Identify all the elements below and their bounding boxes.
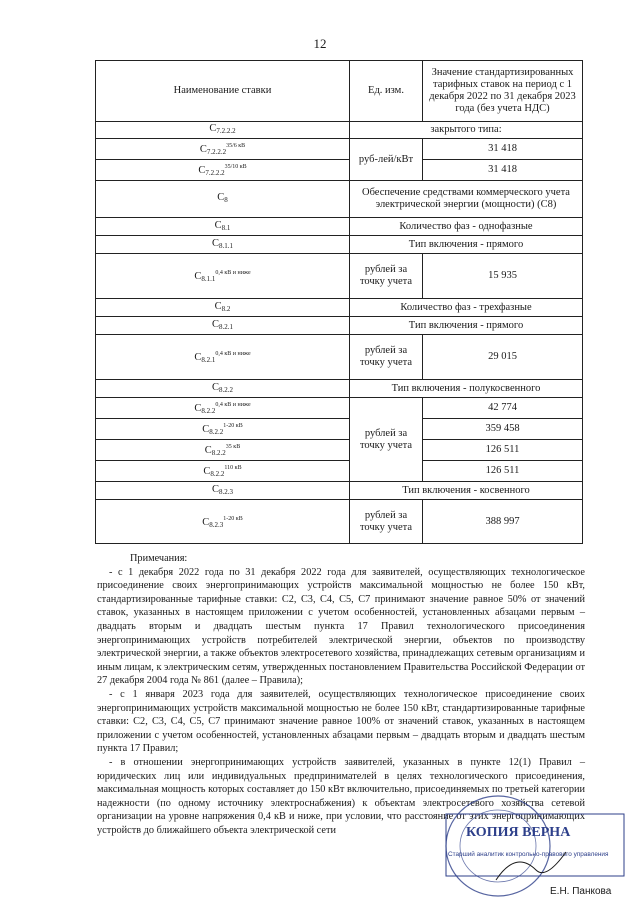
rate-code-subscript: 7.2.2.2 [216,127,236,135]
rate-code-letter: C [211,237,219,249]
rate-code-superscript: 35/10 кВ [224,164,247,170]
header-unit: Ед. изм. [350,61,423,122]
rate-code-subscript: 8.2.2 [201,407,216,415]
note-paragraph: - в отношении энергопринимающих устройств заявителей, указанных в пункте 12(1) Правил – юридических лиц или индивидуальных предпринимателей в целях технологического присоединения, максимальная мощность которых составляет до 150 кВт включительно, присоединяемых по третьей категории надежности (по одному источнику электроснабжения) к объектам электросетевого хозяйства сетевой организации на уровне напряжения 0,4 кВ и ниже, при условии, что расстояние от этих энергопринимающих устройств до ближайшего объекта электрической сети [97,756,585,836]
section-label: Тип включения - прямого [350,236,583,254]
table-row [96,218,583,236]
table-row [96,398,583,419]
rate-code-superscript: 0,4 кВ и ниже [215,402,251,408]
table-row [96,440,583,461]
rate-code-superscript: 1-20 кВ [223,423,243,429]
rate-value: 31 418 [423,139,583,160]
unit-cell: руб-лей/кВт [350,139,423,181]
rate-code-subscript: 7.2.2.2 [206,148,227,156]
rate-code-subscript: 8.2.2 [210,470,225,478]
rate-value: 126 511 [423,461,583,482]
stamp-title: КОПИЯ ВЕРНА [466,825,571,840]
table-row [96,482,583,500]
rate-code-letter: C [194,403,202,414]
rate-code [96,500,350,544]
rate-code-letter: C [211,483,219,495]
rate-value: 126 511 [423,440,583,461]
rate-code-subscript: 8.1 [221,223,231,232]
rate-code-subscript: 8.2.1 [201,356,216,364]
unit-cell: рублей за точку учета [350,398,423,482]
table-row [96,380,583,398]
rate-code [96,139,350,160]
rate-code-letter: C [209,123,217,134]
rate-code-letter: C [198,165,206,176]
rate-value: 31 418 [423,160,583,181]
rate-code-letter: C [194,352,202,363]
note-paragraph: - с 1 декабря 2022 года по 31 декабря 2022 года для заявителей, осуществляющих технологическое присоединение своих энергопринимающих устройств максимальной мощностью не более 150 кВт, стандартизированные тарифные ставки: C2, C3, C4, C5, C7 принимают значение равное 50% от значений ставок, указанных в настоящем приложении с учетом особенностей, установленных абзацами первым – двадцать вторым и двадцать шестым пункта 17 Правил технологического присоединения энергопринимающих устройств потребителей электрической энергии, объектов по производству электрической энергии, а также объектов электросетевого хозяйства, принадлежащих сетевым организациям и иным лицам, к электрическим сетям, утвержденных постановлением Правительства Российской Федерации от 27 декабря 2004 года № 861 (далее – Правила); [97,566,585,687]
rate-code-superscript: 35 кВ [225,444,241,450]
table-row [96,461,583,482]
table-row [96,500,583,544]
rate-value: 388 997 [423,500,583,544]
rate-code [96,440,350,461]
rate-code-letter: C [204,445,212,456]
unit-cell: рублей за точку учета [350,335,423,380]
rate-code [96,380,350,398]
rate-value: 359 458 [423,419,583,440]
rate-code-superscript: 0,4 кВ и ниже [215,351,251,357]
table-row [96,122,583,139]
rate-value: 29 015 [423,335,583,380]
rate-code [96,482,350,500]
table-header-row [96,61,583,122]
rate-code [96,335,350,380]
rate-code [96,317,350,335]
table-body [96,122,583,544]
rate-code-superscript: 1-20 кВ [223,515,243,522]
section-label: Тип включения - косвенного [350,482,583,500]
section-label: Тип включения - полукосвенного [350,380,583,398]
stamp-signer: Е.Н. Панкова [550,886,612,897]
rate-code [96,218,350,236]
table-row [96,335,583,380]
rate-code-superscript: 110 кВ [224,465,242,471]
table-row [96,236,583,254]
section-label: Количество фаз - однофазные [350,218,583,236]
rate-code [96,419,350,440]
rate-code-superscript: 35/6 кВ [226,143,246,149]
rate-code [96,160,350,181]
rate-code-subscript: 8.2.2 [219,385,233,394]
rate-code [96,398,350,419]
rate-value: 15 935 [423,254,583,299]
rate-code [96,254,350,299]
rate-code-subscript: 8.2.2 [211,449,226,457]
header-value: Значение стандартизированных тарифных ставок на период с 1 декабря 2022 по 31 декабря 2023 года (без учета НДС) [423,61,583,122]
table-row [96,139,583,160]
table-row [96,254,583,299]
page-number: 12 [313,36,327,51]
rate-code-subscript: 8.1.1 [201,275,216,283]
rate-code-letter: C [214,219,222,231]
table-row [96,160,583,181]
rate-value: 42 774 [423,398,583,419]
section-label: Тип включения - прямого [350,317,583,335]
stamp-subtitle: Старший аналитик контрольно-правового управления [448,851,609,858]
rate-code-subscript: 7.2.2.2 [205,169,225,177]
table-row [96,181,583,218]
unit-cell: рублей за точку учета [350,500,423,544]
certification-stamp [436,784,626,902]
unit-cell: рублей за точку учета [350,254,423,299]
rate-code-subscript: 8.2 [221,304,231,313]
rate-code-letter: C [202,424,210,435]
table-row [96,299,583,317]
rate-code-letter: C [217,192,225,203]
rate-code-superscript: 0,4 кВ и ниже [215,270,251,276]
rate-code [96,299,350,317]
rate-code-subscript: 8.2.3 [209,520,224,529]
rate-code [96,181,350,218]
table-row [96,317,583,335]
notes-title: Примечания: [130,553,188,564]
section-label: закрытого типа: [350,122,583,139]
rate-code-letter: C [203,466,211,477]
rate-code-letter: C [214,300,222,312]
rate-code-letter: C [194,271,202,282]
rate-code-letter: C [211,318,219,330]
rate-code-subscript: 8 [224,196,228,204]
rate-code-subscript: 8.2.2 [209,428,224,436]
rate-code-letter: C [211,381,219,393]
rate-code-subscript: 8.2.1 [219,322,233,331]
note-paragraph: - с 1 января 2023 года для заявителей, осуществляющих технологическое присоединение своих энергопринимающих устройств максимальной мощностью не более 150 кВт, стандартизированные тарифные ставки: C2, C3, C4, C5, C7 принимают значение равное 100% от значений ставок, указанных в настоящем приложении с учетом особенностей, установленных абзацами первым – двадцать вторым и двадцать шестым пункта 17 Правил; [97,688,585,755]
section-label: Количество фаз - трехфазные [350,299,583,317]
rates-table [95,60,583,544]
table-row [96,419,583,440]
rate-code [96,236,350,254]
rate-code-letter: C [202,516,210,528]
rate-code-letter: C [199,144,207,155]
section-label: Обеспечение средствами коммерческого учета электрической энергии (мощности) (C8) [350,181,583,218]
rate-code [96,122,350,139]
rate-code-subscript: 8.1.1 [219,241,233,250]
rate-code [96,461,350,482]
rate-code-subscript: 8.2.3 [219,487,233,496]
header-name: Наименование ставки [96,61,350,122]
